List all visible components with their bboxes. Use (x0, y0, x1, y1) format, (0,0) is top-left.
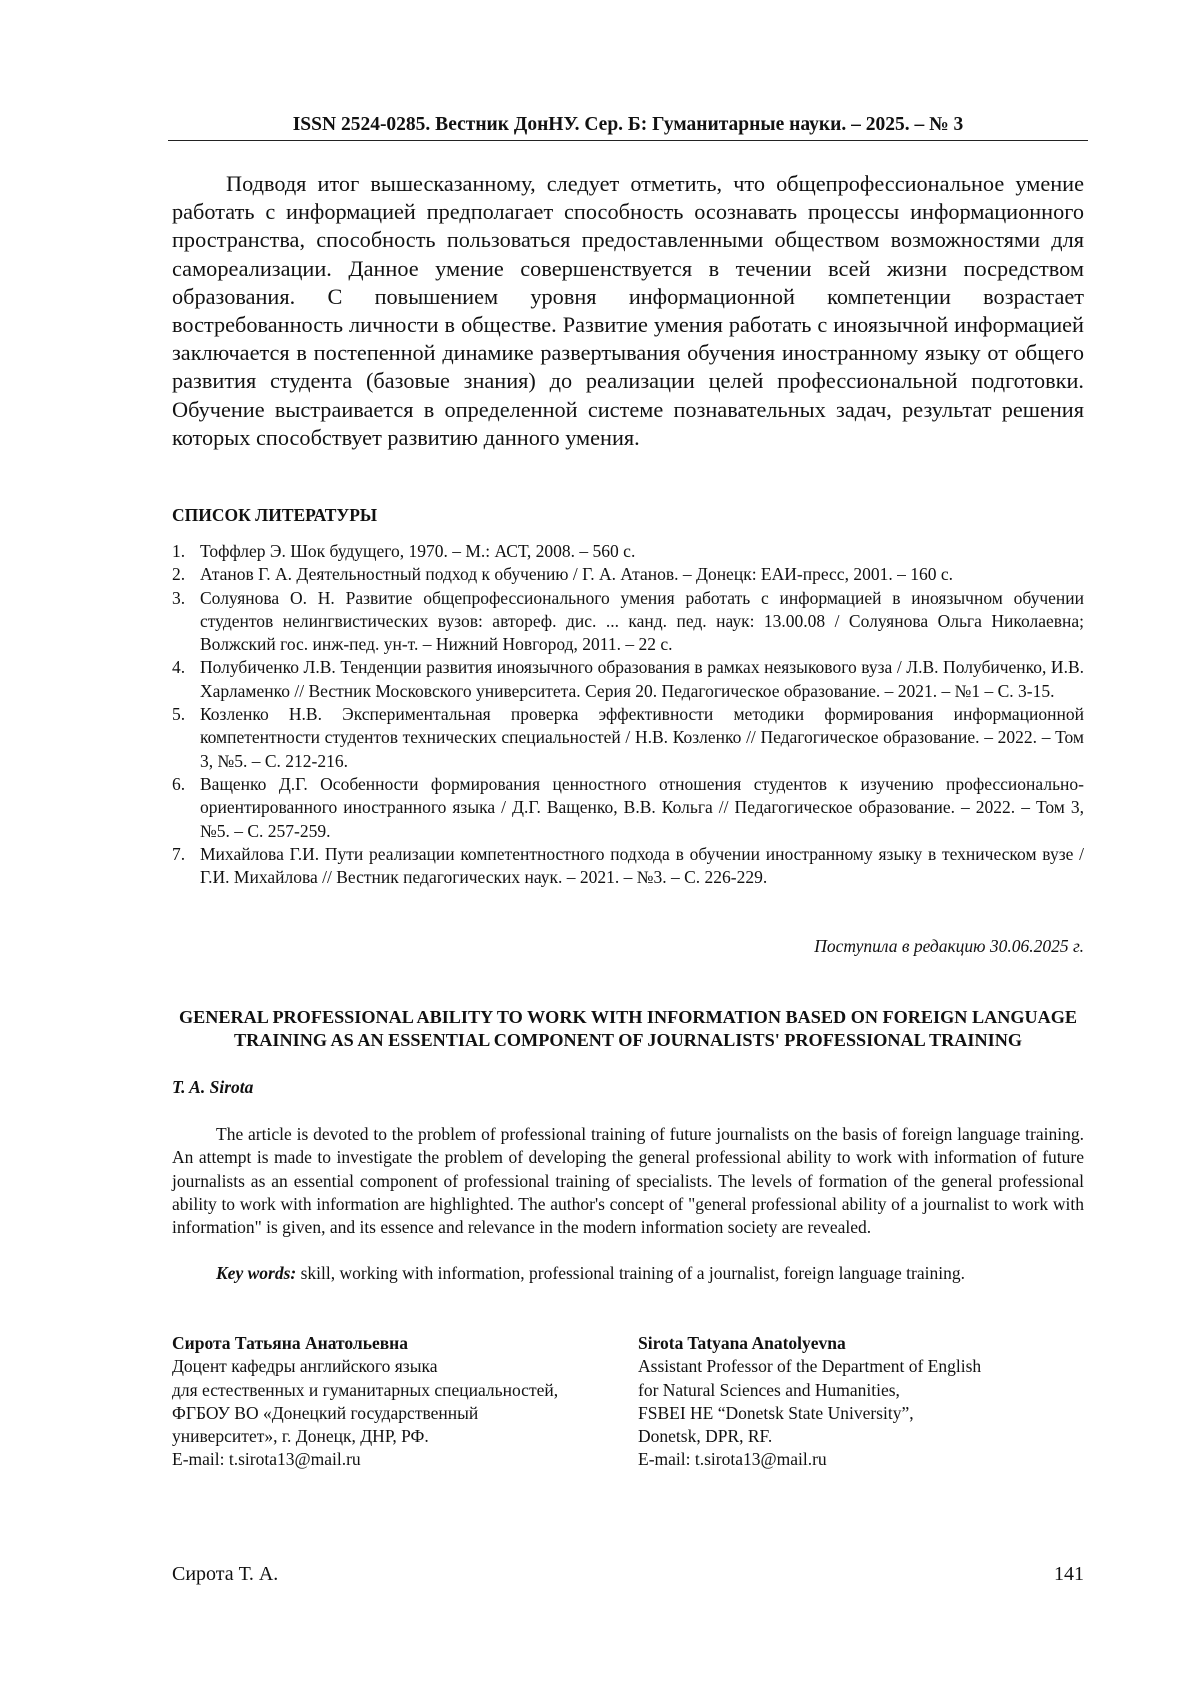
author-info-en (638, 1332, 1084, 1472)
author-name-en: Sirota Tatyana Anatolyevna (638, 1333, 846, 1353)
reference-item (172, 540, 1084, 563)
page-number: 141 (1054, 1563, 1084, 1585)
running-head: ISSN 2524-0285. Вестник ДонНУ. Сер. Б: Гуманитарные науки. – 2025. – № 3 (292, 114, 964, 135)
keywords-label: Key words: (216, 1263, 297, 1283)
reference-number: 5. (172, 704, 186, 725)
author-position-en: Assistant Professor of the Department of English (638, 1356, 982, 1377)
reference-number: 1. (172, 541, 186, 561)
header-rule (168, 140, 1088, 141)
reference-number: 3. (172, 587, 186, 608)
reference-number: 4. (172, 657, 186, 678)
reference-text: Атанов Г. А. Деятельностный подход к обучению / Г. А. Атанов. – Донецк: ЕАИ-пресс, 2001. – 160 с. (200, 564, 953, 585)
author-email-ru: E-mail: t.sirota13@mail.ru (172, 1449, 361, 1470)
abstract-text: The article is devoted to the problem of professional training of future journalists on the basis of foreign language training. An attempt is made to investigate the problem of developing the general professional ability to work with information of future journalists as an essential component of professional training of specialists. The levels of formation of the general professional ability to work with information are highlighted. The author's concept of "general professional ability of a journalist to work with information" is given, and its essence and relevance in the modern information society are revealed. (172, 1124, 1084, 1238)
reference-item (172, 587, 1084, 657)
english-author: T. A. Sirota (172, 1077, 254, 1097)
received-note: Поступила в редакцию 30.06.2025 г. (814, 936, 1084, 956)
author-info-ru (172, 1332, 612, 1472)
reference-item (172, 843, 1084, 890)
keywords-line (172, 1262, 1084, 1285)
reference-item (172, 703, 1084, 773)
author-name-ru: Сирота Татьяна Анатольевна (172, 1333, 408, 1353)
english-title: GENERAL PROFESSIONAL ABILITY TO WORK WITH INFORMATION BASED ON FOREIGN LANGUAGE TRAINING AS AN ESSENTIAL COMPONENT OF JOURNALISTS' PROFESSIONAL TRAINING (178, 1007, 1078, 1050)
reference-item (172, 563, 1084, 586)
reference-text: Ващенко Д.Г. Особенности формирования ценностного отношения студентов к изучению профессионально-ориентированного иностранного языка / Д.Г. Ващенко, В.В. Кольга // Педагогическое образование. – 2022. – Том 3, №5. – С. 257-259. (200, 773, 1084, 841)
reference-item (172, 773, 1084, 843)
references-list (172, 540, 1084, 889)
english-abstract (172, 1123, 1084, 1239)
author-location-en: Donetsk, DPR, RF. (638, 1426, 773, 1447)
author-email-en: E-mail: t.sirota13@mail.ru (638, 1449, 827, 1470)
reference-number: 2. (172, 564, 186, 585)
author-institution-ru: ФГБОУ ВО «Донецкий государственный (172, 1402, 479, 1423)
author-position-ru: Доцент кафедры английского языка (172, 1356, 438, 1377)
keywords-text: skill, working with information, professional training of a journalist, foreign language training. (296, 1263, 965, 1283)
references-heading: СПИСОК ЛИТЕРАТУРЫ (172, 505, 378, 525)
reference-text: Солуянова О. Н. Развитие общепрофессионального умения работать с информацией в иноязычном обучении студентов нелингвистических вузов: автореф. дис. ... канд. пед. наук: 13.00.08 / Солуянова Ольга Николаевна; Волжский гос. инж-пед. ун-т. – Нижний Новгород, 2011. – 22 с. (200, 587, 1084, 655)
author-location-ru: университет», г. Донецк, ДНР, РФ. (172, 1426, 429, 1447)
author-department-ru: для естественных и гуманитарных специальностей, (172, 1379, 559, 1400)
reference-number: 6. (172, 773, 186, 794)
conclusion-paragraph: Подводя итог вышесказанному, следует отметить, что общепрофессиональное умение работать с информацией предполагает способность осознавать процессы информационного пространства, способность пользоваться предоставленными обществом возможностями для самореализации. Данное умение совершенствуется в течении всей жизни посредством образования. С повышением уровня информационной компетенции возрастает востребованность личности в обществе. Развитие умения работать с иноязычной информацией заключается в постепенной динамике развертывания обучения иностранному языку от общего развития студента (базовые знания) до реализации целей профессиональной подготовки. Обучение выстраивается в определенной системе познавательных задач, результат решения которых способствует развитию данного умения. (172, 171, 1084, 450)
reference-number: 7. (172, 843, 186, 864)
author-department-en: for Natural Sciences and Humanities, (638, 1379, 900, 1400)
reference-item (172, 656, 1084, 703)
author-institution-en: FSBEI HE “Donetsk State University”, (638, 1402, 914, 1423)
reference-text: Михайлова Г.И. Пути реализации компетентностного подхода в обучении иностранному языку в техническом вузе / Г.И. Михайлова // Вестник педагогических наук. – 2021. – №3. – С. 226-229. (200, 843, 1084, 888)
reference-text: Тоффлер Э. Шок будущего, 1970. – М.: АСТ, 2008. – 560 с. (200, 541, 636, 561)
reference-text: Козленко Н.В. Экспериментальная проверка эффективности методики формирования информационной компетентности студентов технических специальностей / Н.В. Козленко // Педагогическое образование. – 2022. – Том 3, №5. – С. 212-216. (200, 704, 1084, 771)
reference-text: Полубиченко Л.В. Тенденции развития иноязычного образования в рамках неязыкового вуза / Л.В. Полубиченко, И.В. Харламенко // Вестник Московского университета. Серия 20. Педагогическое образование. – 2021. – №1 – С. 3-15. (200, 657, 1084, 701)
footer-author: Сирота Т. А. (172, 1563, 279, 1585)
